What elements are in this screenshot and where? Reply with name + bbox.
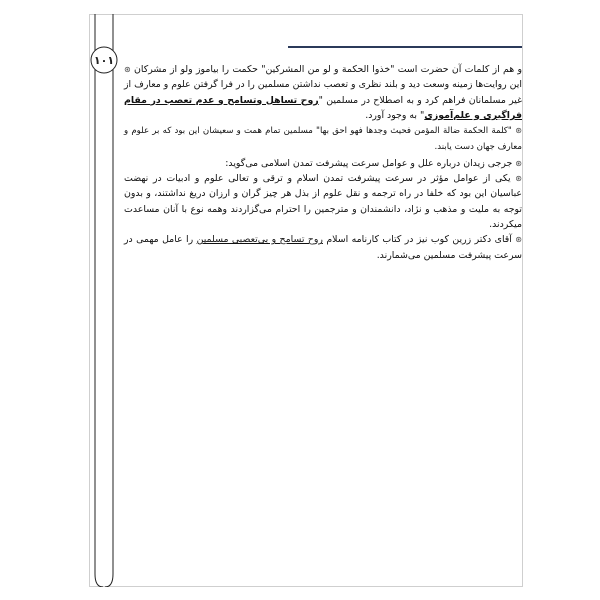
page-body bbox=[124, 62, 522, 263]
frame-inner-line bbox=[105, 14, 113, 587]
bullet-icon: ⊛ bbox=[515, 235, 522, 245]
bullet-icon: ⊛ bbox=[515, 158, 522, 168]
paragraph-4: ⊛ یکی از عوامل مؤثر در سرعت پیشرفت تمدن اسلام و ترقی و تعالی علوم و ادبیات در نهضت عباسیان این بود که خلفا در راه ترجمه و نقل علوم از بذل هر چیز گران و ارزان دریغ نداشتند، و بدون توجه به ملیت و مذهب و نژاد، دانشمندان و مترجمین را احترام می‌گزاردند وهمه نوع با آنان مساعدت میکردند. bbox=[124, 173, 522, 230]
bullet-icon: ⊛ bbox=[515, 126, 522, 136]
page-margin-frame bbox=[89, 14, 119, 587]
header-rule bbox=[288, 46, 522, 48]
bullet-icon: ⊛ bbox=[124, 65, 131, 74]
frame-outer-line bbox=[95, 14, 103, 587]
highlight-tolerance-2: روح تسامح و بی‌تعصبی مسلمین bbox=[196, 234, 323, 246]
paragraph-1: و هم از کلمات آن حضرت است "خذوا الحکمة و لو من المشرکین" حکمت را بیاموز ولو از مشرکان ⊛ این روایت‌ها زمینه وسعت دید و بلند نظری و تعصب نداشتن مسلمین را در فرا گرفتن علوم و معارف از غیر مسلمانان فراهم کرد و به اصطلاح در مسلمین "روح تساهل وتسامح و عدم تعصب در مقام فراگیری و علم‌آموزی" به وجود آورد. bbox=[124, 64, 523, 121]
paragraph-3: ⊛ جرجی زیدان درباره علل و عوامل سرعت پیشرفت تمدن اسلامی می‌گوید: bbox=[225, 157, 522, 169]
highlight-tolerance: روح تساهل وتسامح و عدم تعصب در مقام فراگیری و علم‌آموزی bbox=[124, 94, 522, 121]
paragraph-5: ⊛ آقای دکتر زرین کوب نیز در کتاب کارنامه اسلام روح تسامح و بی‌تعصبی مسلمین را عامل مهمی در سرعت پیشرفت مسلمین می‌شمارند. bbox=[124, 234, 522, 261]
page-number: ۱۰۱ bbox=[93, 53, 115, 67]
paragraph-2: ⊛ "کلمة الحکمة ضالة المؤمن فحیث وجدها فهو احق بها" مسلمین تمام همت و سعیشان این بود که بر علوم و معارف جهان دست یابند. bbox=[124, 126, 522, 153]
bullet-icon: ⊛ bbox=[515, 174, 522, 184]
